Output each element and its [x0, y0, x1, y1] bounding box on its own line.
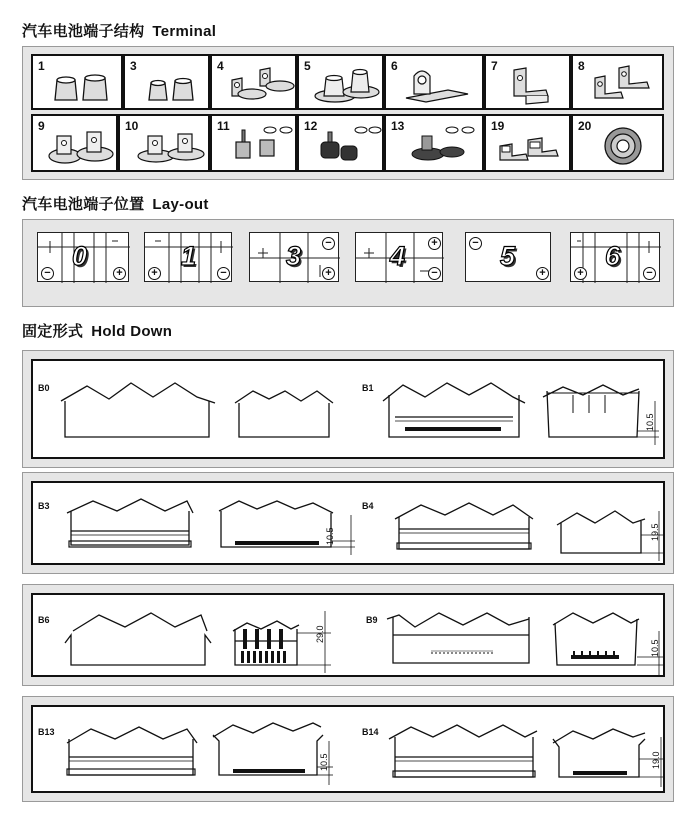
terminal-number: 4: [217, 59, 224, 73]
terminal-flag-drawing: [486, 116, 573, 174]
holddown-b13-b14-drawing: [33, 707, 667, 795]
terminal-number: 20: [578, 119, 592, 133]
negative-terminal: −: [322, 237, 335, 250]
terminal-cell-19: [484, 114, 571, 172]
terminal-post-pair-drawing: [125, 56, 212, 112]
holddown-dimension: 10.5: [645, 413, 655, 431]
layout-section-title: [22, 193, 209, 214]
holddown-title-en: Hold Down: [91, 323, 173, 340]
layout-number: 0: [72, 241, 88, 271]
terminal-cell-9: [31, 114, 118, 172]
terminal-number: 10: [125, 119, 139, 133]
holddown-title-cn: 固定形式: [22, 323, 84, 340]
layout-4-diagram: [355, 232, 443, 282]
terminal-number: 12: [304, 119, 318, 133]
terminal-cell-12: [297, 114, 384, 172]
negative-terminal: −: [428, 267, 441, 280]
terminal-cell-8: [571, 54, 664, 110]
holddown-label-b3: B3: [38, 501, 50, 511]
layout-number: 5: [500, 241, 516, 271]
holddown-panel-b0-b1: [22, 350, 674, 468]
terminal-cell-6: [384, 54, 484, 110]
holddown-cell: [31, 481, 665, 565]
layout-5-diagram: [465, 232, 551, 282]
terminal-number: 8: [578, 59, 585, 73]
terminal-number: 6: [391, 59, 398, 73]
terminal-post-pair-drawing: [33, 56, 125, 112]
holddown-panel-b3-b4: [22, 472, 674, 574]
terminal-eye-drawing: [386, 56, 486, 112]
layout-1-diagram: [144, 232, 232, 282]
holddown-label-b4: B4: [362, 501, 374, 511]
negative-terminal: −: [469, 237, 482, 250]
holddown-dimension: 19.5: [650, 523, 660, 541]
terminal-cell-3: [123, 54, 210, 110]
holddown-panel-b6-b9: [22, 584, 674, 686]
holddown-b0-b1-drawing: [33, 361, 667, 461]
holddown-label-b13: B13: [38, 727, 55, 737]
terminal-number: 1: [38, 59, 45, 73]
terminal-cell-7: [484, 54, 571, 110]
layout-number: 3: [286, 241, 302, 271]
terminal-bracket-drawing: [212, 56, 299, 112]
negative-terminal: −: [217, 267, 230, 280]
terminal-cell-20: [571, 114, 664, 172]
terminal-cell-13: [384, 114, 484, 172]
terminal-panel: [22, 46, 674, 180]
terminal-clamp-pair-drawing: [120, 116, 212, 174]
layout-number: 4: [390, 241, 406, 271]
terminal-bolt-cap-drawing: [299, 116, 386, 174]
negative-terminal: −: [41, 267, 54, 280]
terminal-section-title: [22, 20, 216, 41]
holddown-cell: [31, 359, 665, 459]
holddown-label-b1: B1: [362, 383, 374, 393]
holddown-dimension: 29.0: [315, 625, 325, 643]
holddown-label-b0: B0: [38, 383, 50, 393]
positive-terminal: +: [113, 267, 126, 280]
terminal-cell-10: [118, 114, 210, 172]
holddown-panel-b13-b14: [22, 696, 674, 802]
holddown-dimension: 19.0: [651, 751, 661, 769]
terminal-cell-11: [210, 114, 297, 172]
positive-terminal: +: [428, 237, 441, 250]
positive-terminal: +: [536, 267, 549, 280]
terminal-bolt-drawing: [212, 116, 299, 174]
holddown-section-title: [22, 320, 172, 341]
terminal-number: 3: [130, 59, 137, 73]
terminal-round-post-drawing: [573, 116, 666, 174]
terminal-clamp-pair-drawing: [33, 116, 120, 174]
holddown-cell: [31, 593, 665, 677]
positive-terminal: +: [148, 267, 161, 280]
terminal-number: 7: [491, 59, 498, 73]
terminal-number: 5: [304, 59, 311, 73]
layout-6-diagram: [570, 232, 660, 282]
terminal-title-en: Terminal: [152, 23, 217, 40]
terminal-double-bracket-drawing: [573, 56, 666, 112]
layout-0-diagram: [37, 232, 129, 282]
holddown-label-b6: B6: [38, 615, 50, 625]
holddown-b3-b4-drawing: [33, 483, 667, 567]
holddown-label-b9: B9: [366, 615, 378, 625]
holddown-dimension: 10.5: [325, 527, 335, 545]
holddown-dimension: 10.5: [319, 753, 329, 771]
layout-number: 6: [605, 241, 621, 271]
terminal-bolt-plate-drawing: [386, 116, 486, 174]
holddown-b6-b9-drawing: [33, 595, 667, 679]
holddown-label-b14: B14: [362, 727, 379, 737]
terminal-cell-4: [210, 54, 297, 110]
negative-terminal: −: [643, 267, 656, 280]
layout-title-en: Lay-out: [152, 196, 209, 213]
positive-terminal: +: [322, 267, 335, 280]
terminal-cell-1: [31, 54, 123, 110]
terminal-number: 19: [491, 119, 505, 133]
layout-title-cn: 汽车电池端子位置: [22, 196, 145, 213]
holddown-dimension: 10.5: [650, 639, 660, 657]
terminal-number: 11: [217, 119, 230, 133]
terminal-cell-5: [297, 54, 384, 110]
terminal-post-base-drawing: [299, 56, 386, 112]
terminal-title-cn: 汽车电池端子结构: [22, 23, 145, 40]
layout-panel: [22, 219, 674, 307]
terminal-number: 9: [38, 119, 45, 133]
layout-3-diagram: [249, 232, 339, 282]
positive-terminal: +: [574, 267, 587, 280]
layout-number: 1: [181, 241, 197, 271]
terminal-l-bracket-drawing: [486, 56, 573, 112]
terminal-number: 13: [391, 119, 405, 133]
holddown-cell: [31, 705, 665, 793]
